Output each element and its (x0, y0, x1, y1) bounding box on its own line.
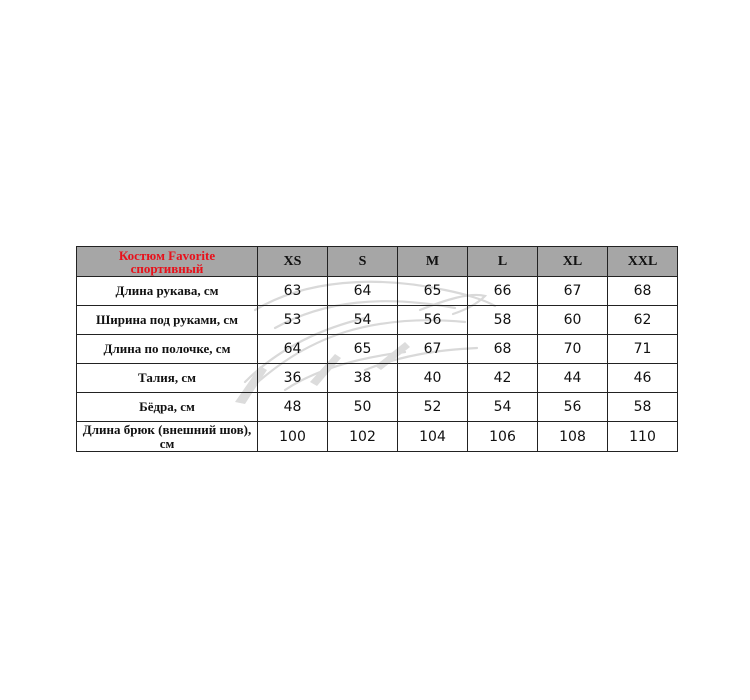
table-row (77, 364, 678, 393)
table-cell: 68 (468, 335, 538, 364)
table-cell: 71 (608, 335, 678, 364)
table-cell: 60 (538, 306, 608, 335)
table-cell: 46 (608, 364, 678, 393)
table-cell: 64 (328, 277, 398, 306)
table-cell: 56 (398, 306, 468, 335)
table-cell: 58 (468, 306, 538, 335)
table-cell: 48 (258, 393, 328, 422)
table-cell: 62 (608, 306, 678, 335)
table-cell: 102 (328, 422, 398, 452)
table-cell: 106 (468, 422, 538, 452)
row-label: Длина рукава, см (77, 277, 258, 306)
size-header-xs: XS (258, 247, 328, 277)
table-cell: 67 (398, 335, 468, 364)
table-cell: 64 (258, 335, 328, 364)
table-cell: 58 (608, 393, 678, 422)
table-cell: 65 (328, 335, 398, 364)
row-label: Длина по полочке, см (77, 335, 258, 364)
table-cell: 54 (328, 306, 398, 335)
table-cell: 108 (538, 422, 608, 452)
size-header-l: L (468, 247, 538, 277)
table-cell: 65 (398, 277, 468, 306)
table-cell: 54 (468, 393, 538, 422)
row-label: Бёдра, см (77, 393, 258, 422)
table-cell: 52 (398, 393, 468, 422)
table-cell: 50 (328, 393, 398, 422)
header-row (77, 247, 678, 277)
table-cell: 36 (258, 364, 328, 393)
table-cell: 67 (538, 277, 608, 306)
row-label: Талия, см (77, 364, 258, 393)
table-cell: 42 (468, 364, 538, 393)
table-cell: 56 (538, 393, 608, 422)
table-cell: 100 (258, 422, 328, 452)
table-cell: 66 (468, 277, 538, 306)
table-row (77, 306, 678, 335)
row-label: Длина брюк (внешний шов), см (77, 422, 258, 452)
size-header-m: M (398, 247, 468, 277)
table-row (77, 335, 678, 364)
table-row (77, 277, 678, 306)
table-cell: 70 (538, 335, 608, 364)
table-cell: 44 (538, 364, 608, 393)
size-header-xl: XL (538, 247, 608, 277)
size-chart-table (76, 246, 678, 452)
product-name-header: Костюм Favorite спортивный (77, 247, 258, 277)
table-cell: 63 (258, 277, 328, 306)
table-cell: 38 (328, 364, 398, 393)
row-label: Ширина под руками, см (77, 306, 258, 335)
table-cell: 110 (608, 422, 678, 452)
table-cell: 104 (398, 422, 468, 452)
size-header-xxl: XXL (608, 247, 678, 277)
table-cell: 53 (258, 306, 328, 335)
size-header-s: S (328, 247, 398, 277)
table-row (77, 422, 678, 452)
table-cell: 40 (398, 364, 468, 393)
table-cell: 68 (608, 277, 678, 306)
table-row (77, 393, 678, 422)
